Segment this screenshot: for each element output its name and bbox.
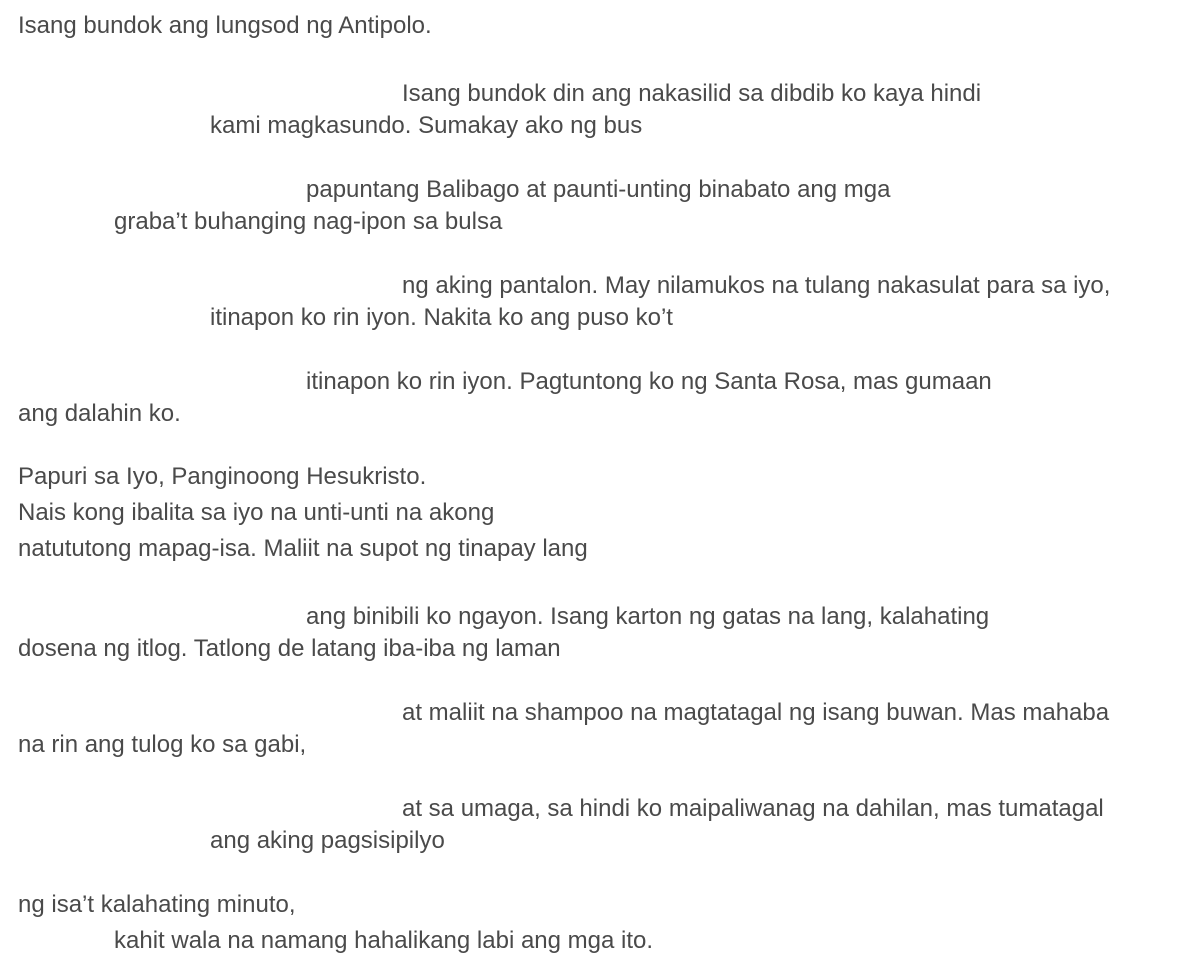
- poem-line: at sa umaga, sa hindi ko maipaliwanag na dahilan, mas tumatagal: [402, 795, 1104, 822]
- poem-line: ang dalahin ko.: [18, 400, 181, 427]
- poem-line: ang binibili ko ngayon. Isang karton ng gatas na lang, kalahating: [306, 603, 990, 630]
- poem-line: Papuri sa Iyo, Panginoong Hesukristo.: [18, 463, 427, 490]
- poem-line: ang aking pagsisipilyo: [210, 827, 445, 854]
- poem-line: natututong mapag-isa. Maliit na supot ng tinapay lang: [18, 535, 588, 562]
- poem-line: Isang bundok ang lungsod ng Antipolo.: [18, 12, 432, 39]
- poem-line: Nais kong ibalita sa iyo na unti-unti na akong: [18, 499, 495, 526]
- poem-line: kahit wala na namang hahalikang labi ang mga ito.: [114, 927, 654, 954]
- poem-line: dosena ng itlog. Tatlong de latang iba-iba ng laman: [18, 635, 561, 662]
- poem-line: graba’t buhanging nag-ipon sa bulsa: [114, 208, 503, 235]
- poem-line: papuntang Balibago at paunti-unting binabato ang mga: [306, 176, 891, 203]
- poem-line: ng aking pantalon. May nilamukos na tulang nakasulat para sa iyo,: [402, 272, 1111, 299]
- poem-line: kami magkasundo. Sumakay ako ng bus: [210, 112, 643, 139]
- poem-line: ng isa’t kalahating minuto,: [18, 891, 296, 918]
- poem-line: Isang bundok din ang nakasilid sa dibdib ko kaya hindi: [402, 80, 982, 107]
- poem-line: itinapon ko rin iyon. Nakita ko ang puso ko’t: [210, 304, 673, 331]
- poem-line: itinapon ko rin iyon. Pagtuntong ko ng Santa Rosa, mas gumaan: [306, 368, 992, 395]
- poem-line: na rin ang tulog ko sa gabi,: [18, 731, 307, 758]
- poem-line: at maliit na shampoo na magtatagal ng isang buwan. Mas mahaba: [402, 699, 1110, 726]
